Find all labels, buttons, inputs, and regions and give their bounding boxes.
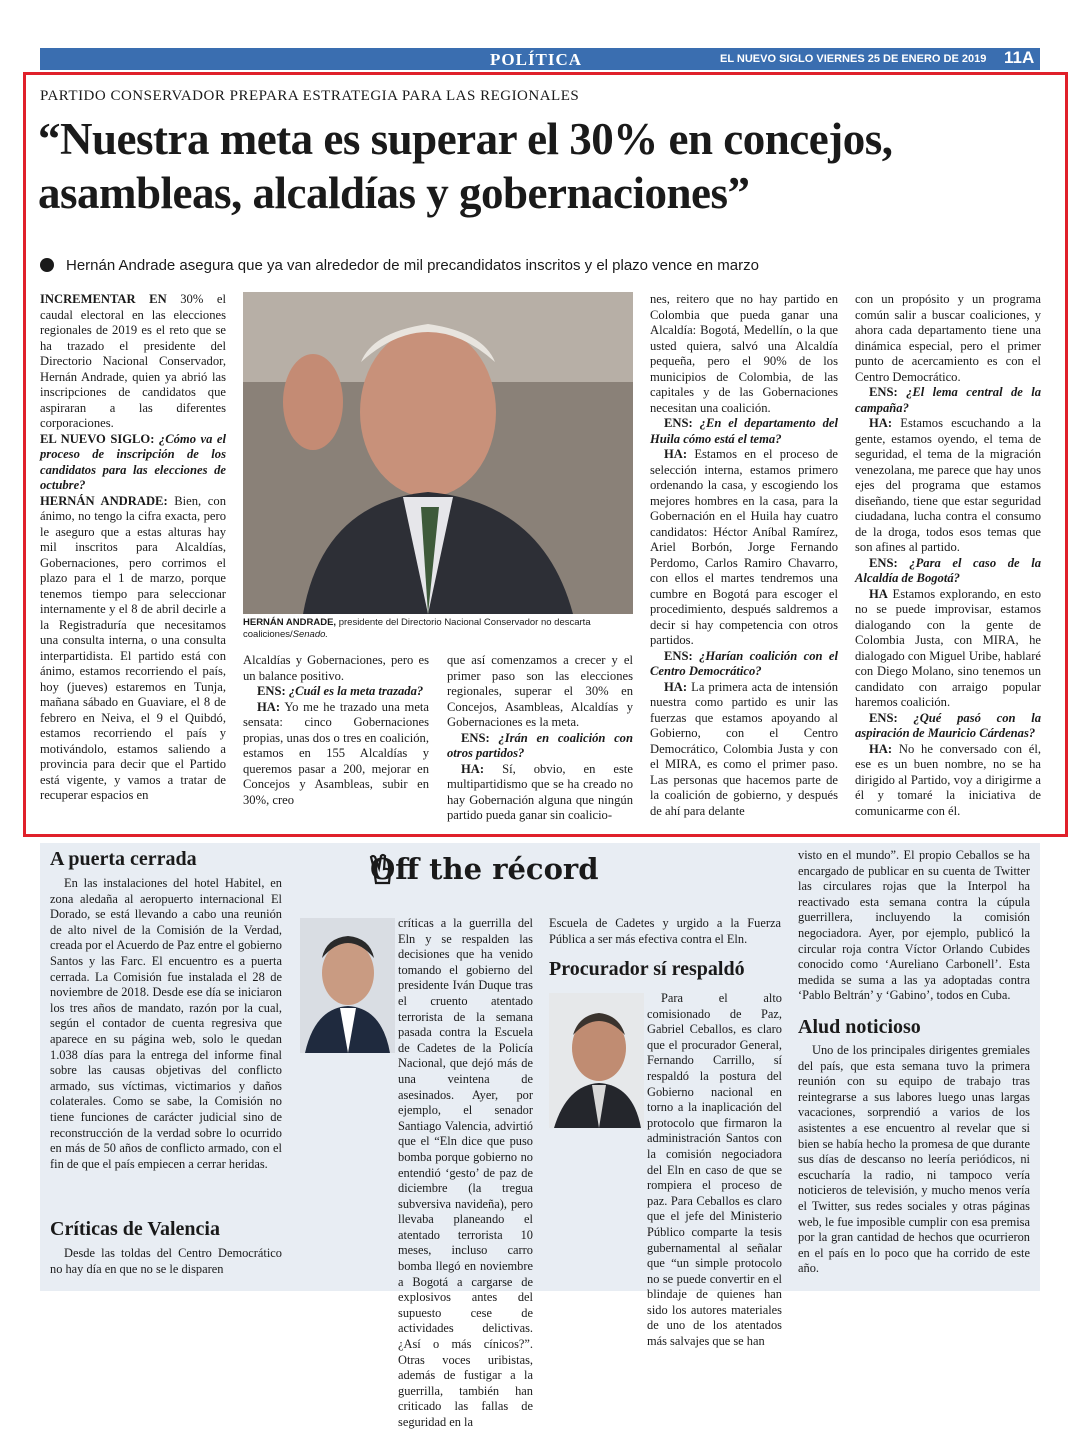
question: ¿Para el caso de la Alcaldía de Bogotá? — [855, 555, 1041, 585]
bullet-icon — [40, 258, 54, 272]
answer: Bien, con ánimo, no tengo la cifra exacta, pero le aseguro que a estas alturas hay mil inscritos para Alcaldías, Gobernaciones, pero corrimos el plazo para el 1 de marzo, porque tenemos tiempo para seleccionar internamente y el 8 de abril decirle a la Registraduría que necesitamos una consulta interna, o una consulta interpartidista. El partido está con ánimo, estamos recorriendo el país, hoy (jueves) estaremos en Tunja, mañana sábado en Guaviare, el 8 de febrero en Neiva, el 9 el Quibdó, estamos recorriendo el país y motivándolo, estamos saliendo a provincia para decir que el Partido está vigente, y vamos a tratar de recuperar espacios en — [40, 493, 226, 802]
article-headline: “Nuestra meta es superar el 30% en concejos, asambleas, alcaldías y gobernaciones” — [38, 114, 893, 218]
section-title-procurador: Procurador sí respaldó — [549, 958, 745, 980]
answer: Sí, obvio, en este multipartidismo que se ha creado no hay Gobernación alguna que ningún partido pueda ganar sin coalicio- — [447, 761, 633, 822]
answer: Estamos explorando, en esto no se puede improvisar, estamos dialogando con la gente de Colombia Justa, con MIRA, he dialogado con Miguel Uribe, hablaré con Diego Molano, sino tenemos un candidato con arraigo popular haremos coalición. — [855, 586, 1041, 709]
question: ¿Cuál es la meta trazada? — [285, 684, 424, 698]
paper-dateline: EL NUEVO SIGLO VIERNES 25 DE ENERO DE 2019 — [720, 53, 987, 65]
answer: Estamos en el proceso de selección interna, estamos primero ordenando la casa, y escogiendo los mejores hombres en la casa, para la Gobernación en el Huila hay cuatro candidatos: Héctor Aníbal Ramírez, Ariel Borbón, Jorge Fernando Perdomo, Carlos Ramiro Chavarro, con ellos el martes tendremos una cumbre en Bogotá para escoger el procedimiento, después saldremos a decir si hay competencia con otros partidos. — [650, 447, 838, 647]
speaker-label: ENS: — [257, 684, 286, 698]
question: ¿En el departamento del Huila cómo está el tema? — [650, 416, 838, 446]
section-title-alud: Alud noticioso — [798, 1016, 921, 1038]
column-procurador — [552, 991, 782, 1350]
photo-ivan-duque — [300, 918, 395, 1053]
photo-hernan-andrade — [243, 292, 633, 614]
section-title-criticas: Críticas de Valencia — [50, 1218, 220, 1240]
caption-name: HERNÁN ANDRADE, — [243, 617, 337, 628]
paragraph: Uno de los principales dirigentes gremiales del país, que esta semana tuvo la primera reunión con su equipo de trabajo tras reintegrarse a sus labores luego unas largas vacaciones, sorprendió a varios de los asistentes a ese encuentro al revelar que si bien se había hecho la promesa de que durante sus días de descanso no leería periódicos, ni escucharía la radio, ni tampoco vería noticieros de televisión, y mucho menos vería el Twitter, sus redes sociales y otras páginas web, le fue imposible cumplir con esa premisa por la gran cantidad de hechos que ocurrieron en el país en lo poco que ha corrido de este año. — [798, 1043, 1030, 1276]
speaker-label: HA: — [869, 416, 893, 430]
column-puerta-cerrada — [50, 876, 282, 1172]
column-alud — [798, 1043, 1030, 1277]
section-name: POLÍTICA — [490, 50, 583, 69]
answer: que así comenzamos a crecer y el primer paso son las elecciones regionales, superar el 30% en Concejos, Asambleas, Alcaldías y Gobernaciones es la meta. — [447, 653, 633, 729]
paragraph: Para el alto comisionado de Paz, Gabriel Ceballos, es claro que el procurador General, Fernando Carrillo, sí respaldó la postura del Gobierno nacional en torno a la inaplicación del protocolo que firmaron la administración Santos con la comisión negociadora del Eln en caso de que se rompiera el proceso de paz. Para Ceballos es claro que el jefe del Ministerio Público comparte la tesis gubernamental al señalar que “un simple protocolo no se puede convertir en el blindaje de quienes han sido los autores materiales de uno de los atentados más salvajes que se han — [647, 991, 782, 1349]
speaker-label: ENS: — [664, 648, 693, 663]
paragraph: visto en el mundo”. El propio Ceballos se ha encargado de publicar en su cuenta de Twitter las circulares rojas que la Interpol ha reactivado esta semana contra la cúpula guerrillera, incluyendo la comisión negociadora. Ayer, por ejemplo, publicó la circular roja contra Víctor Orlando Cubides conocido como ‘Aureliano Carbonell’. Esta medida se suma a las ya adoptadas contra ‘Pablo Beltrán’ y ‘Gabino’, todos en Cuba. — [798, 848, 1030, 1003]
article-subtitle — [40, 257, 1040, 274]
off-the-record-title: Off the récord — [370, 852, 599, 886]
question: ¿Irán en coalición con otros partidos? — [447, 730, 633, 760]
article-column-3 — [447, 653, 633, 824]
photo-caption — [243, 617, 635, 641]
speaker-label: HERNÁN ANDRADE: — [40, 493, 168, 508]
speaker-label: EL NUEVO SIGLO: — [40, 431, 155, 446]
column-criticas-cont-b — [549, 916, 781, 947]
caption-text: presidente del Directorio Nacional Conservador no descarta coaliciones/ — [243, 617, 591, 640]
answer: Estamos escuchando a la gente, estamos oyendo, el tema de seguridad, el tema de la migración venezolana, me parece que hay unos ejes del programa que estamos diseñando, tiene que estar seguridad ciudadana, lucha contra el consumo de la droga, todos esos temas que son afines al partido. — [855, 416, 1041, 554]
speaker-label: HA: — [257, 699, 281, 714]
column-procurador-cont — [798, 848, 1030, 1004]
section-title-puerta-cerrada: A puerta cerrada — [50, 848, 197, 870]
page-number: 11A — [1004, 48, 1035, 67]
lead-in: INCREMENTAR EN — [40, 292, 167, 306]
paragraph: En las instalaciones del hotel Habitel, en zona aledaña al aeropuerto internacional El Dorado, se está llevando a cabo una reunión de alto nivel de la Comisión de la Verdad, creada por el Acuerdo de Paz entre el gobierno Santos y las Farc. El encuentro es a puerta cerrada. La Comisión fue instalada el 28 de noviembre de 2018. Desde ese día se iniciaron los tres años de mandato, razón por la cual, según el contador de cuenta regresiva que aparece en su página web, solo le quedan 1.038 días para la entrega del informe final sobre las causas objetivas del conflicto armado, sus víctimas, victimarios y daños colaterales. Como se sabe, la Comisión no tiene funciones de carácter judicial sino de reconstrucción de la verdad sobre lo ocurrido en más de 50 años de conflicto armado, con el fin de que el país empiecen a cerrar heridas. — [50, 876, 282, 1171]
paragraph: Escuela de Cadetes y urgido a la Fuerza Pública a ser más efectiva contra el Eln. — [549, 916, 781, 946]
speaker-label: HA: — [664, 679, 688, 694]
question: ¿Harían coalición con el Centro Democrático? — [650, 648, 838, 678]
question: ¿Qué pasó con la aspiración de Mauricio Cárdenas? — [855, 710, 1041, 740]
column-criticas-cont-a — [398, 916, 533, 1431]
speaker-label: HA: — [461, 761, 485, 776]
speaker-label: ENS: — [869, 710, 898, 725]
question: ¿El lema central de la campaña? — [855, 385, 1041, 415]
speaker-label: ENS: — [869, 385, 898, 399]
answer: Alcaldías y Gobernaciones, pero es un balance positivo. — [243, 653, 429, 683]
article-column-4 — [650, 292, 838, 819]
paragraph: 30% el caudal electoral en las elecciones regionales de 2019 es el reto que se ha trazado el presidente del Directorio Nacional Conservador, Hernán Andrade, quien ya abrió las inscripciones de candidatos que aspiraran a las diferentes corporaciones. — [40, 292, 226, 430]
paragraph: Desde las toldas del Centro Democrático no hay día en que no se le disparen — [50, 1246, 282, 1276]
caption-credit: Senado. — [292, 629, 329, 640]
article-column-1 — [40, 292, 226, 804]
speaker-label: ENS: — [869, 555, 898, 570]
speaker-label: ENS: — [664, 416, 693, 430]
speaker-label: HA — [869, 586, 888, 601]
speaker-label: HA: — [869, 741, 893, 756]
answer: No he conversado con él, ese es un buen nombre, no se ha dirigido al Partido, voy a dirigirme a él y tomaré la iniciativa de comunicarme con él. — [855, 741, 1041, 818]
article-column-5 — [855, 292, 1041, 819]
answer: La primera acta de intensión nuestra como partido es unir las fuerzas que estamos apoyando al Gobierno, con el Centro Democrático, Colombia Justa y con el MIRA, es como el primer paso. Las personas que hacemos parte de la coalición de gobierno, y después de ahí para delante — [650, 679, 838, 818]
portrait-illustration — [243, 292, 633, 614]
paragraph: críticas a la guerrilla del Eln y se respalden las decisiones que ha venido tomando el gobierno del presidente Iván Duque tras el cruento atentado terrorista de la semana pasada contra la Escuela de Cadetes de la Policía Nacional, que dejó más de una veintena de asesinados. Ayer, por ejemplo, el senador Santiago Valencia, advirtió que el “Eln dice que puso bomba porque gobierno no entendió ‘gesto’ de paz de diciembre (la tregua subversiva navideña), pero llevaba planeando el atentado terrorista 10 meses, incluso carro bomba llegó en noviembre a Bogotá a cargarse de explosivos antes del supuesto cese de actividades delictivas. ¿Así o más cínicos?”. Otras voces uribistas, además de fustigar a la guerrilla, también han criticado las fallas de seguridad en la — [398, 916, 533, 1429]
answer: nes, reitero que no hay partido en Colombia que pueda ganar una Alcaldía: Bogotá, Medellín, o la que usted quiera, salvó una Alcaldía pequeña, pero el 90% de los municipios de Colombia, de las capitales y de las Gobernaciones necesitan una coalición. — [650, 292, 838, 415]
speaker-label: HA: — [664, 447, 688, 461]
column-criticas-start — [50, 1246, 282, 1277]
article-kicker: PARTIDO CONSERVADOR PREPARA ESTRATEGIA PARA LAS REGIONALES — [40, 88, 580, 104]
answer: Yo me he trazado una meta sensata: cinco Gobernaciones propias, unas dos o tres en coalición, estamos en 155 Alcaldías y queremos pasar a 200, mejorar en Concejos y Asambleas, subir en 30%, creo — [243, 699, 429, 807]
question: ¿Cómo va el proceso de inscripción de los candidatos para las elecciones de octubre? — [40, 431, 226, 492]
subtitle-text: Hernán Andrade asegura que ya van alrededor de mil precandidatos inscritos y el plazo vence en marzo — [66, 257, 759, 274]
answer: con un propósito y un programa común salir a buscar coaliciones, y ahora cada departamento tiene una dinámica especial, pero el primer punto de acercamiento es con el Centro Democrático. — [855, 292, 1041, 384]
article-column-2 — [243, 653, 429, 808]
speaker-label: ENS: — [461, 730, 490, 745]
